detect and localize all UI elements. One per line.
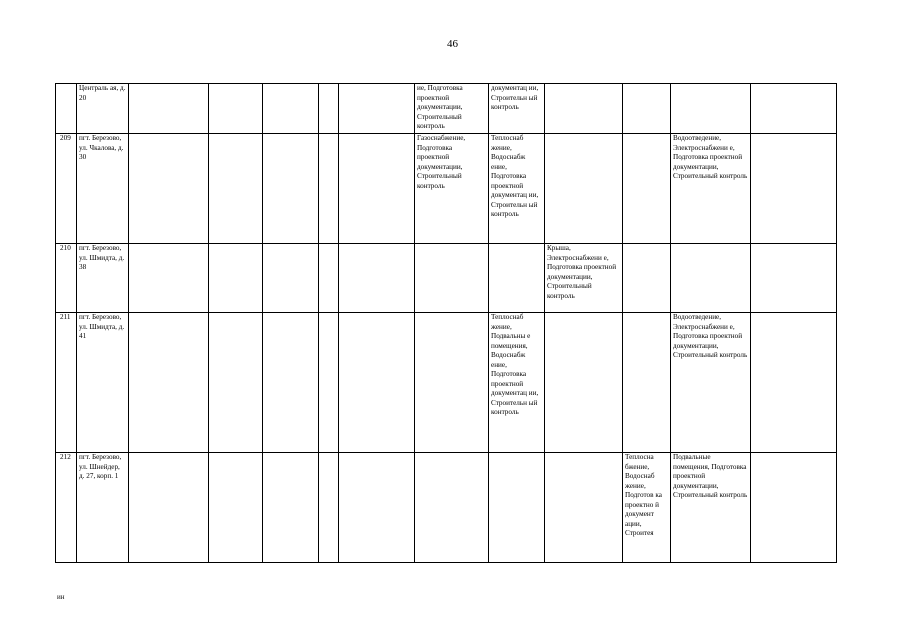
address-cell: пгт. Березово, ул. Шмидта, д. 38 (77, 244, 129, 313)
address-cell: пгт. Березово, ул. Шнейдер, д. 27, корп. 1 (77, 453, 129, 563)
table-cell (623, 134, 671, 244)
table-cell (263, 453, 319, 563)
table-cell (129, 453, 209, 563)
table-cell (319, 134, 339, 244)
table-cell (751, 84, 837, 134)
table-cell (623, 313, 671, 453)
table-cell (209, 244, 263, 313)
table-cell (339, 244, 415, 313)
address-cell: пгт. Березово, ул. Шмидта, д. 41 (77, 313, 129, 453)
table-cell (339, 453, 415, 563)
table-cell (339, 84, 415, 134)
table-cell: Теплоснаб жение, Водоснабж ение, Подготовка проектной документац ии, Строительн ый контроль (489, 134, 545, 244)
row-number: 209 (56, 134, 77, 244)
table-cell (319, 244, 339, 313)
footer-note: ин (57, 593, 65, 601)
table-row (56, 453, 837, 563)
table-cell (319, 453, 339, 563)
table-cell: документац ии, Строительн ый контроль (489, 84, 545, 134)
table-cell (263, 313, 319, 453)
table-cell (545, 313, 623, 453)
table-cell (209, 134, 263, 244)
table-cell (671, 244, 751, 313)
table-cell (545, 134, 623, 244)
table-cell (415, 453, 489, 563)
table-cell (623, 84, 671, 134)
table-cell (751, 134, 837, 244)
table-cell: ие, Подготовка проектной документации, Строительный контроль (415, 84, 489, 134)
table-cell (489, 244, 545, 313)
table-cell (263, 244, 319, 313)
table-cell: Водоотведение, Электроснабжени е, Подготовка проектной документации, Строительный контроль (671, 134, 751, 244)
table-cell: Теплосна бжение, Водоснаб жение, Подготов ка проектно й документ ации, Строитея (623, 453, 671, 563)
table-cell (415, 244, 489, 313)
table-cell (415, 313, 489, 453)
table-row (56, 313, 837, 453)
table-row (56, 244, 837, 313)
table-cell (339, 134, 415, 244)
table-cell (129, 313, 209, 453)
table-cell (751, 453, 837, 563)
table-cell (489, 453, 545, 563)
table-cell (209, 84, 263, 134)
row-number: 212 (56, 453, 77, 563)
table-row (56, 134, 837, 244)
row-number: 210 (56, 244, 77, 313)
row-number (56, 84, 77, 134)
table-cell (623, 244, 671, 313)
table-cell (671, 84, 751, 134)
table-cell (751, 244, 837, 313)
table-cell (263, 84, 319, 134)
table-cell (751, 313, 837, 453)
table-cell (129, 244, 209, 313)
table-cell (209, 313, 263, 453)
page-number: 46 (447, 38, 458, 50)
address-cell: пгт. Березово, ул. Чкалова, д. 30 (77, 134, 129, 244)
table-cell: Водоотведение, Электроснабжени е, Подготовка проектной документации, Строительный контроль (671, 313, 751, 453)
table-cell: Подвальные помещения, Подготовка проектной документации, Строительный контроль (671, 453, 751, 563)
address-cell: Централь ая, д. 20 (77, 84, 129, 134)
table-cell (129, 84, 209, 134)
register-table (55, 83, 837, 563)
table-cell (263, 134, 319, 244)
table-cell (319, 313, 339, 453)
table-cell: Газоснабжение, Подготовка проектной документации, Строительный контроль (415, 134, 489, 244)
table-cell (209, 453, 263, 563)
table-row (56, 84, 837, 134)
row-number: 211 (56, 313, 77, 453)
table-cell (545, 453, 623, 563)
table-cell (339, 313, 415, 453)
table-cell: Крыша, Электроснабжени е, Подготовка проектной документации, Строительный контроль (545, 244, 623, 313)
table-cell (319, 84, 339, 134)
table-cell (129, 134, 209, 244)
table-cell: Теплоснаб жение, Подвальны е помещения, Водоснабж ение, Подготовка проектной документац ии, Строительн ый контроль (489, 313, 545, 453)
table-cell (545, 84, 623, 134)
